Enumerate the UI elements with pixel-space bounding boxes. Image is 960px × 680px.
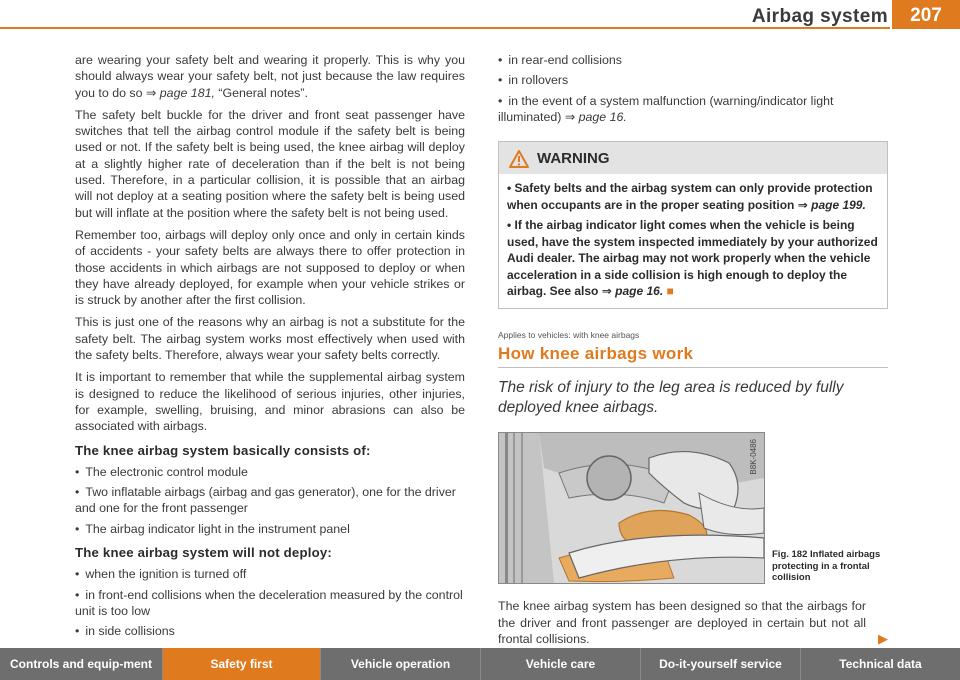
warning-box xyxy=(498,141,888,309)
figure-caption: Fig. 182 Inflated airbags protecting in a frontal collision xyxy=(772,549,881,584)
page-reference-link[interactable]: ⇒ page 16. xyxy=(601,284,664,299)
tab-vehicle-care[interactable]: Vehicle care xyxy=(481,648,641,680)
knee-airbag-illustration xyxy=(499,433,764,583)
list-item: • The electronic control module xyxy=(75,464,248,479)
list-item: • when the ignition is turned off xyxy=(75,567,247,582)
paragraph: The safety belt buckle for the driver and front seat passenger have switches that tell the airbag control module if the safety belt is being used or not. If the safety belt is being used, the knee airbag will deploy at a slightly higher rate of deceleration than if the belt is not being used. Therefore, in a particular collision, it is possible that an airbag will not deploy at a seating position where the safety belt is being used but will inflate at the position where the safety belt is not being used. xyxy=(75,107,465,220)
paragraph: The knee airbag system has been designed so that the airbags for the driver and front passenger are deployed in certain but not all frontal collisions. ▶ xyxy=(498,599,888,646)
list-item: • The airbag indicator light in the instrument panel xyxy=(75,521,350,536)
warning-header xyxy=(499,142,887,174)
warning-body xyxy=(499,174,887,308)
list-item: • Two inflatable airbags (airbag and gas generator), one for the driver and one for the front passenger xyxy=(75,485,456,516)
lead-text: The risk of injury to the leg area is reduced by fully deployed knee airbags. xyxy=(498,379,844,417)
tab-safety-first[interactable]: Safety first xyxy=(163,648,321,680)
figure-image xyxy=(498,432,765,584)
chapter-tab-bar xyxy=(0,648,960,680)
page-reference-link[interactable]: ⇒ page 16. xyxy=(564,109,627,124)
list-item: • in the event of a system malfunction (warning/indicator light illuminated) ⇒ page 16. xyxy=(498,93,834,124)
list-item: • in rollovers xyxy=(498,73,569,88)
figure-code: B8K-0486 xyxy=(748,439,758,475)
paragraph: This is just one of the reasons why an airbag is not a substitute for the safety belt. The airbag system works most effectively when used with the safety belts. Therefore, always wear your safety belts correctly. xyxy=(75,315,465,363)
continue-icon: ▶ xyxy=(878,630,888,646)
subheading: The knee airbag system basically consists of: xyxy=(75,442,371,458)
paragraph: It is important to remember that while the supplemental airbag system is designed to reduce the likelihood of serious injuries, other injuries, for example, swelling, bruising, and minor abrasions can also be associated with airbags. xyxy=(75,370,465,434)
section-title: How knee airbags work xyxy=(498,346,888,368)
applicability-note: Applies to vehicles: with knee airbags xyxy=(498,329,640,340)
warning-bullet: • If the airbag indicator light comes when the vehicle is being used, have the system inspected immediately by your authorized Audi dealer. The airbag may not work properly when the vehicle acceleration in a side collision is high enough to deploy the airbag. See also ⇒ page 16. ■ xyxy=(507,218,878,299)
tab-controls-and-equipment[interactable]: Controls and equip-ment xyxy=(0,648,163,680)
warning-label: WARNING xyxy=(537,150,610,168)
page-reference-link[interactable]: ⇒ page 181, xyxy=(145,85,215,100)
tab-vehicle-operation[interactable]: Vehicle operation xyxy=(321,648,481,680)
list-item: • in rear-end collisions xyxy=(498,53,622,67)
list-item: • in front-end collisions when the deceleration measured by the control unit is too low xyxy=(75,587,463,618)
page-number: 207 xyxy=(892,0,960,29)
tab-technical-data[interactable]: Technical data xyxy=(801,648,960,680)
tab-do-it-yourself-service[interactable]: Do-it-yourself service xyxy=(641,648,801,680)
list-item: • in side collisions xyxy=(75,624,175,639)
warning-bullet: • Safety belts and the airbag system can only provide protection when occupants are in the proper seating position ⇒ page 199. xyxy=(507,181,873,212)
subheading: The knee airbag system will not deploy: xyxy=(75,545,332,561)
end-of-section-icon: ■ xyxy=(666,284,674,299)
left-column xyxy=(75,52,465,644)
figure-block xyxy=(498,432,888,584)
page-reference-link[interactable]: ⇒ page 199. xyxy=(797,197,866,212)
paragraph: are wearing your safety belt and wearing it properly. This is why you should always wear your safety belt, not just because the law requires you to do so ⇒ page 181, “General notes”. xyxy=(75,53,465,100)
warning-triangle-icon xyxy=(509,150,529,168)
right-column xyxy=(498,52,888,653)
page-header-title: Airbag system xyxy=(751,6,888,27)
paragraph: Remember too, airbags will deploy only once and only in certain kinds of accidents - your safety belts are always there to offer protection in those accidents in which airbags are not supposed to deploy or when they have already deployed, for example when your vehicle strikes or is struck by another after the first collision. xyxy=(75,227,465,308)
